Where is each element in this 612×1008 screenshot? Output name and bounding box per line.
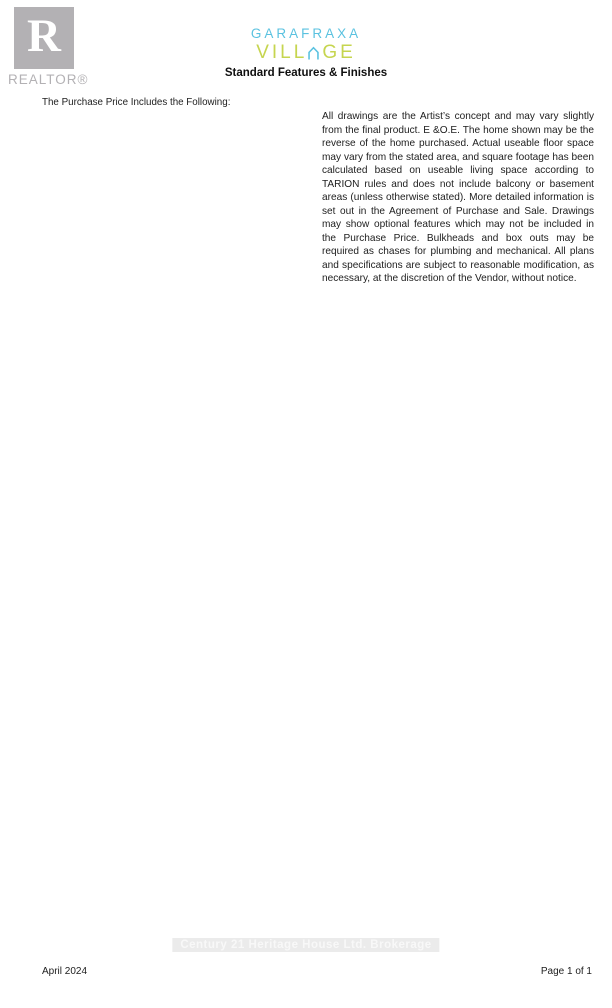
- realtor-r-glyph: R: [27, 9, 61, 62]
- left-column: [42, 97, 308, 286]
- brand-line2-post: GE: [322, 41, 356, 63]
- brand-name-line1: GARAFRAXA: [250, 26, 362, 41]
- brand-line2-pre: VILL: [256, 41, 308, 63]
- page-title: Standard Features & Finishes: [224, 67, 388, 79]
- footer-page-number: Page 1 of 1: [540, 966, 592, 977]
- disclaimer-paragraph: All drawings are the Artist’s concept and may vary slightly from the final product. E &O.E. The home shown may be the reverse of the home purchased. Actual useable floor space may vary from the stated area, and square footage has been calculated based on useable living space according to TARION rules and does not include balcony or basement areas (unless otherwise stated). More detailed information is set out in the Agreement of Purchase and Sale. Drawings may show optional features which may not be included in the Purchase Price. Bulkheads and box outs may be required as chases for plumbing and mechanical. All plans and specifications are subject to reasonable modification, as necessary, at the discretion of the Vendor, without notice.: [322, 111, 594, 284]
- watermark: Century 21 Heritage House Ltd. Brokerage: [172, 938, 439, 952]
- right-column: [322, 97, 594, 286]
- brand-name-line2: [0, 43, 612, 62]
- header: [0, 0, 612, 94]
- realtor-label: REALTOR®: [8, 72, 89, 87]
- intro-line: The Purchase Price Includes the Following:: [42, 97, 231, 108]
- brand-logo: [0, 27, 612, 62]
- footer-date: April 2024: [42, 966, 88, 977]
- content-columns: [0, 94, 612, 286]
- house-icon: [307, 46, 320, 61]
